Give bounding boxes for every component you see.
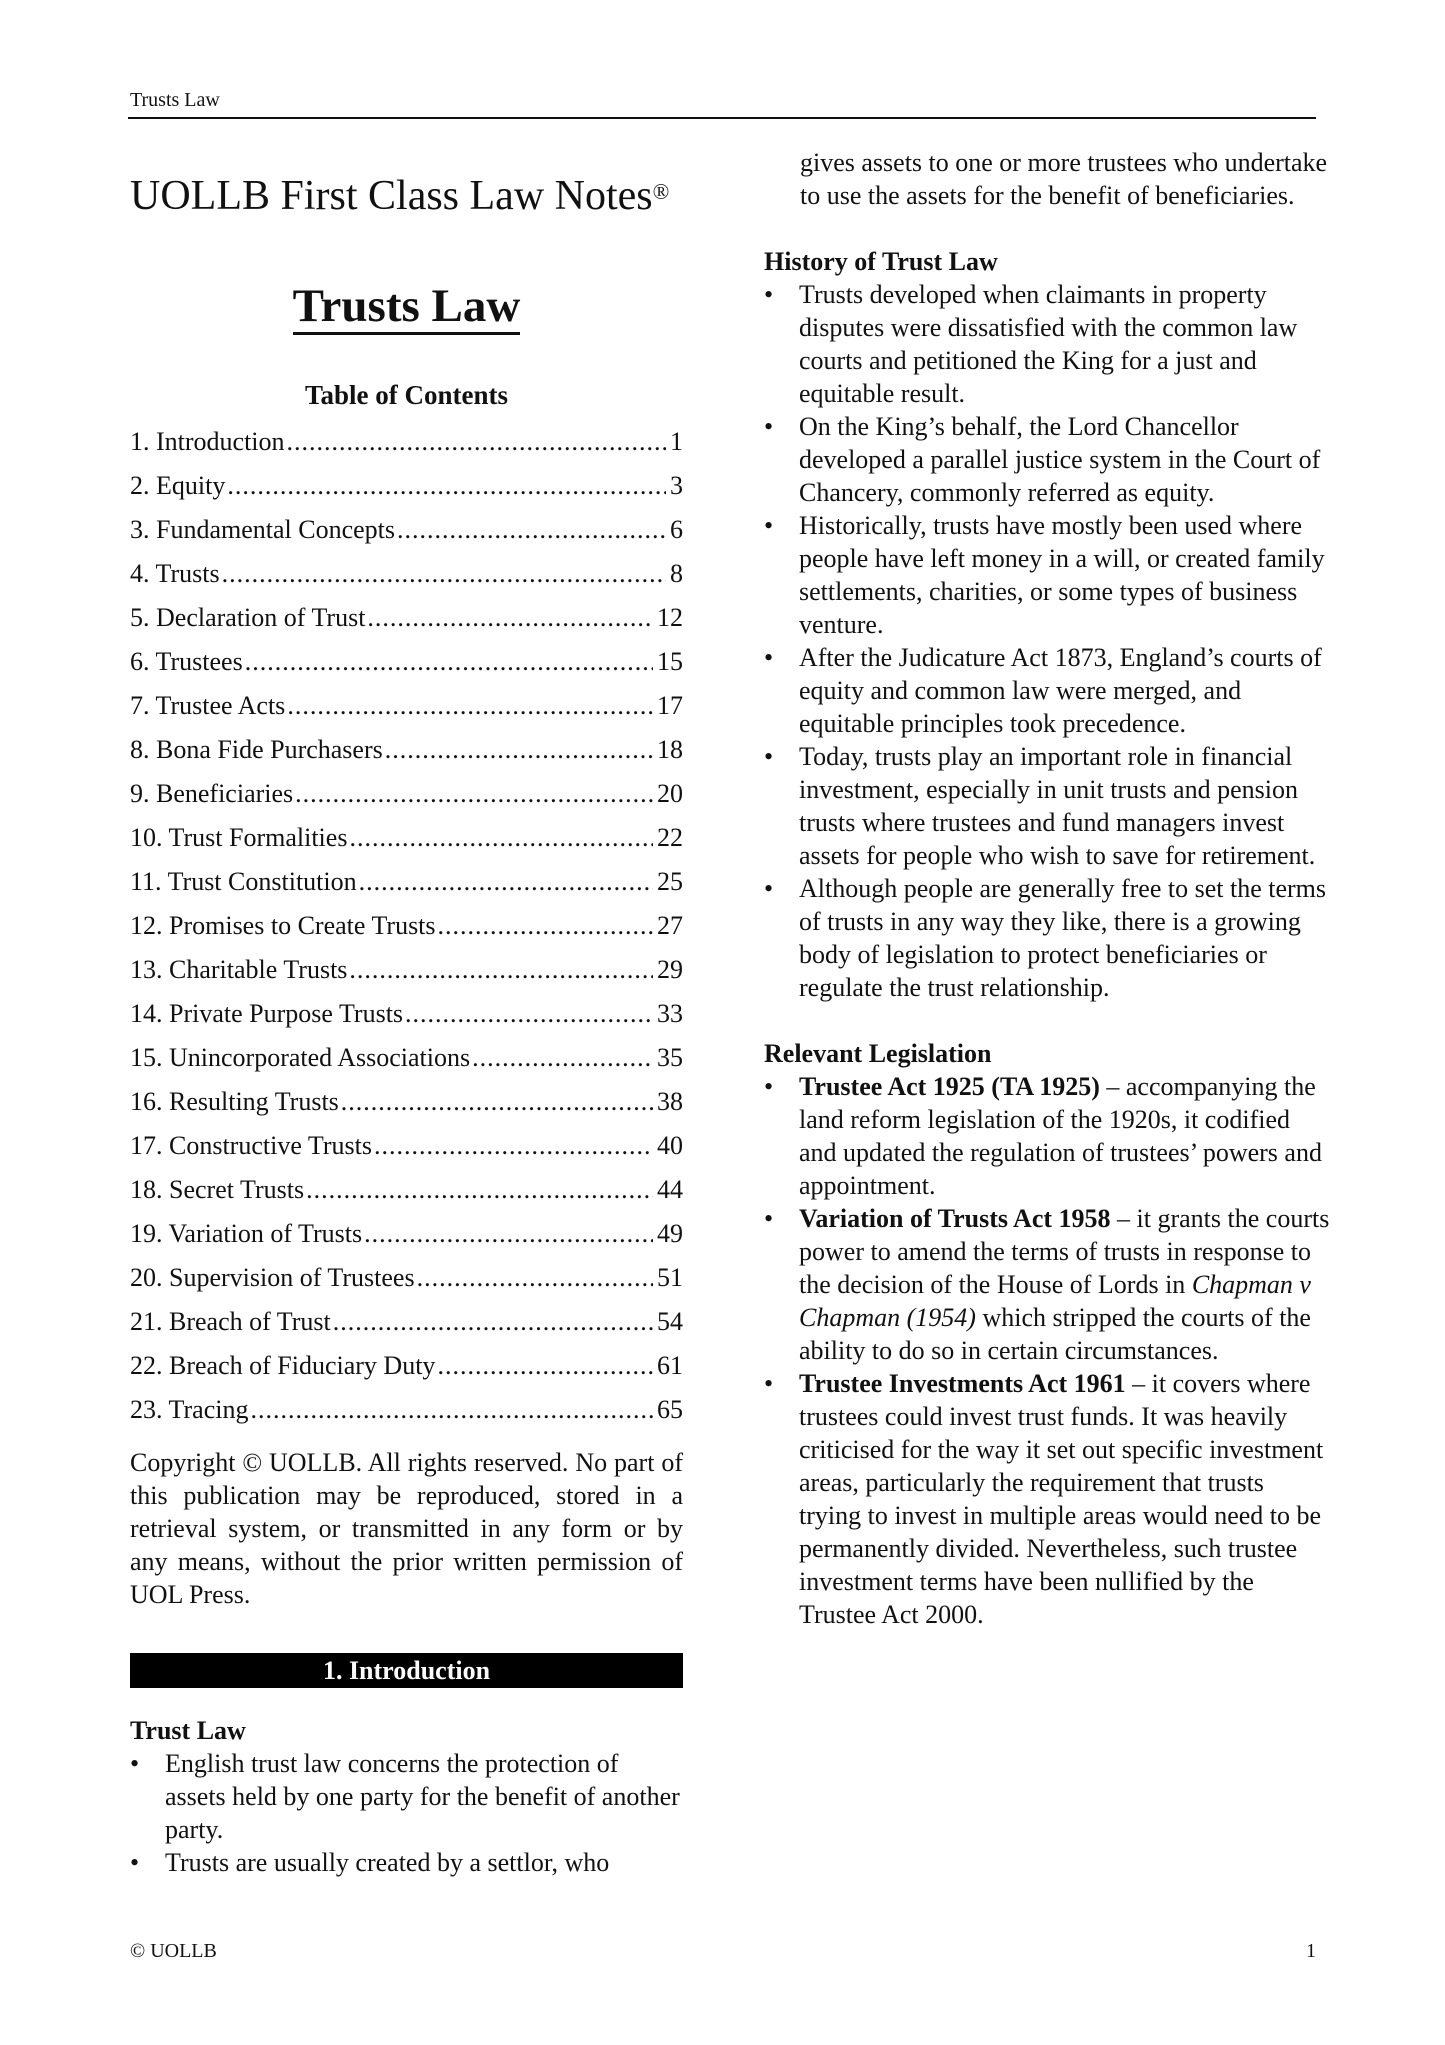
- toc-entry-label[interactable]: 14. Private Purpose Trusts: [130, 999, 404, 1028]
- toc-entry-page[interactable]: 25: [657, 867, 683, 896]
- registered-mark: ®: [652, 179, 670, 204]
- toc-entry[interactable]: [130, 640, 683, 684]
- toc-entry-label[interactable]: 7. Trustee Acts: [130, 691, 286, 720]
- subheading-trust-law: Trust Law: [130, 1716, 246, 1745]
- toc-entry-label[interactable]: 4. Trusts: [130, 559, 220, 588]
- toc-leader: [437, 1344, 653, 1388]
- header-rule: [128, 117, 1316, 119]
- toc-entry-page[interactable]: 3: [670, 471, 683, 500]
- toc-entry-label[interactable]: 23. Tracing: [130, 1395, 249, 1424]
- toc-entry-page[interactable]: 49: [657, 1219, 683, 1248]
- toc-heading: Table of Contents: [304, 380, 509, 410]
- toc-leader: [227, 464, 666, 508]
- toc-leader: [287, 684, 653, 728]
- toc-entry-page[interactable]: 1: [670, 427, 683, 456]
- toc-leader: [341, 1080, 653, 1124]
- bullet-icon: •: [764, 874, 774, 903]
- trust-law-bullets: [130, 1747, 683, 1879]
- list-item: [764, 410, 1330, 509]
- toc-entry-label[interactable]: 1. Introduction: [130, 427, 285, 456]
- list-item: [764, 278, 1330, 410]
- toc-entry-page[interactable]: 51: [657, 1263, 683, 1292]
- left-column: [130, 160, 683, 1879]
- list-item: [764, 872, 1330, 1004]
- toc-leader: [438, 904, 653, 948]
- case-citation: Chapman v Chapman (1954): [799, 1270, 1311, 1332]
- toc-entry-page[interactable]: 40: [657, 1131, 683, 1160]
- toc-entry-page[interactable]: 54: [657, 1307, 683, 1336]
- toc-entry-page[interactable]: 33: [657, 999, 683, 1028]
- toc-entry-page[interactable]: 6: [670, 515, 683, 544]
- toc-entry[interactable]: [130, 1124, 683, 1168]
- toc-leader: [385, 728, 653, 772]
- toc-entry-page[interactable]: 20: [657, 779, 683, 808]
- toc-leader: [245, 640, 653, 684]
- list-item: [764, 740, 1330, 872]
- toc-entry[interactable]: [130, 1212, 683, 1256]
- toc-leader: [287, 420, 666, 464]
- toc-entry-page[interactable]: 12: [657, 603, 683, 632]
- toc-entry-label[interactable]: 12. Promises to Create Trusts: [130, 911, 436, 940]
- toc-entry[interactable]: [130, 420, 683, 464]
- toc-entry-page[interactable]: 38: [657, 1087, 683, 1116]
- list-item-text: Historically, trusts have mostly been used where people have left money in a will, or created family settlements, charities, or some types of business venture.: [799, 511, 1325, 639]
- toc-entry-label[interactable]: 11. Trust Constitution: [130, 867, 357, 896]
- toc-entry-label[interactable]: 9. Beneficiaries: [130, 779, 294, 808]
- spacer: [130, 1688, 683, 1714]
- toc-entry[interactable]: [130, 1300, 683, 1344]
- bullet-icon: •: [130, 1848, 140, 1877]
- toc-leader: [306, 1168, 653, 1212]
- toc-entry-label[interactable]: 18. Secret Trusts: [130, 1175, 305, 1204]
- toc-entry-page[interactable]: 8: [670, 559, 683, 588]
- toc-entry[interactable]: [130, 1168, 683, 1212]
- list-item: [130, 1747, 683, 1846]
- act-name: Trustee Investments Act 1961: [799, 1369, 1126, 1398]
- section-heading-bar: 1. Introduction: [130, 1653, 683, 1688]
- list-item: [130, 1846, 683, 1879]
- toc-entry-label[interactable]: 3. Fundamental Concepts: [130, 515, 396, 544]
- toc-entry-page[interactable]: 18: [657, 735, 683, 764]
- toc-entry[interactable]: [130, 1036, 683, 1080]
- toc-entry[interactable]: [130, 772, 683, 816]
- subheading-history: History of Trust Law: [764, 247, 998, 276]
- list-item-text: – it covers where trustees could invest trust funds. It was heavily criticised for the way it set out specific investment areas, particularly the requirement that trusts trying to invest in multiple areas would need to be permanently divided. Nevertheless, such trustee investment terms have been nullified by the Trustee Act 2000.: [799, 1369, 1324, 1629]
- toc-entry-page[interactable]: 44: [657, 1175, 683, 1204]
- toc-entry[interactable]: [130, 464, 683, 508]
- legislation-bullets: [764, 1070, 1330, 1631]
- list-item-text: Trusts developed when claimants in property disputes were dissatisfied with the common law courts and petitioned the King for a just and equitable result.: [799, 280, 1298, 408]
- toc-leader: [367, 596, 653, 640]
- bullet-icon: •: [764, 1072, 774, 1101]
- toc-leader: [349, 816, 653, 860]
- toc-entry[interactable]: [130, 728, 683, 772]
- toc-entry-label[interactable]: 10. Trust Formalities: [130, 823, 348, 852]
- toc-entry[interactable]: [130, 552, 683, 596]
- bullet-icon: •: [764, 280, 774, 309]
- toc-leader: [333, 1300, 653, 1344]
- toc-entry-page[interactable]: 17: [657, 691, 683, 720]
- bullet-icon: •: [764, 1369, 774, 1398]
- toc-leader: [374, 1124, 653, 1168]
- list-item-text: Today, trusts play an important role in financial investment, especially in unit trusts and pension trusts where trustees and fund managers invest assets for people who wish to save for retirement.: [799, 742, 1316, 870]
- toc-entry-page[interactable]: 61: [657, 1351, 683, 1380]
- right-column: [764, 146, 1330, 1631]
- toc-entry[interactable]: [130, 1344, 683, 1388]
- list-item-text: Although people are generally free to set the terms of trusts in any way they like, there is a growing body of legislation to protect beneficiaries or regulate the trust relationship.: [799, 874, 1327, 1002]
- toc-leader: [472, 1036, 653, 1080]
- toc-entry-label[interactable]: 21. Breach of Trust: [130, 1307, 331, 1336]
- toc-leader: [405, 992, 653, 1036]
- toc-entry[interactable]: [130, 1388, 683, 1432]
- running-header: Trusts Law: [130, 89, 220, 111]
- document-title: [130, 168, 683, 224]
- toc-entry-label[interactable]: 15. Unincorporated Associations: [130, 1043, 471, 1072]
- toc-leader: [359, 860, 653, 904]
- toc-entry-label[interactable]: 8. Bona Fide Purchasers: [130, 735, 383, 764]
- toc-entry[interactable]: [130, 508, 683, 552]
- spacer: [770, 1004, 1330, 1037]
- list-item: [764, 1070, 1330, 1202]
- list-item-text: – accompanying the land reform legislation of the 1920s, it codified and updated the regulation of trustees’ powers and appointment.: [799, 1072, 1322, 1200]
- toc-entry-page[interactable]: 29: [657, 955, 683, 984]
- bullet-icon: •: [764, 1204, 774, 1233]
- list-item-text: Trusts are usually created by a settlor, who: [165, 1848, 610, 1877]
- toc-entry[interactable]: [130, 596, 683, 640]
- toc-leader: [250, 1388, 653, 1432]
- list-item: [764, 1202, 1330, 1367]
- list-item: [764, 641, 1330, 740]
- toc-entry-label[interactable]: 6. Trustees: [130, 647, 243, 676]
- list-item-text: – it grants the courts power to amend the terms of trusts in response to the decision of the House of Lords in: [799, 1204, 1330, 1299]
- document-title-text: UOLLB First Class Law Notes: [130, 173, 653, 219]
- bullet-icon: •: [764, 643, 774, 672]
- footer-copyright: © UOLLB: [130, 1940, 217, 1962]
- bullet-icon: •: [764, 511, 774, 540]
- subheading-legislation: Relevant Legislation: [764, 1039, 992, 1068]
- toc-entry-label[interactable]: 13. Charitable Trusts: [130, 955, 348, 984]
- toc-entry-label[interactable]: 19. Variation of Trusts: [130, 1219, 363, 1248]
- bullet-icon: •: [764, 742, 774, 771]
- table-of-contents: [130, 420, 683, 1432]
- list-item: [764, 1367, 1330, 1631]
- list-item-text: After the Judicature Act 1873, England’s courts of equity and common law were merged, and equitable principles took precedence.: [799, 643, 1322, 738]
- spacer: [770, 212, 1330, 245]
- toc-entry-label[interactable]: 20. Supervision of Trustees: [130, 1263, 415, 1292]
- toc-entry-label[interactable]: 22. Breach of Fiduciary Duty: [130, 1351, 436, 1380]
- act-name: Trustee Act 1925 (TA 1925): [799, 1072, 1100, 1101]
- toc-leader: [295, 772, 653, 816]
- toc-entry[interactable]: [130, 1256, 683, 1300]
- list-item-text: On the King’s behalf, the Lord Chancellor developed a parallel justice system in the Court of Chancery, commonly referred as equity.: [799, 412, 1321, 507]
- toc-entry[interactable]: [130, 684, 683, 728]
- act-name: Variation of Trusts Act 1958: [799, 1204, 1111, 1233]
- toc-leader: [417, 1256, 653, 1300]
- toc-entry[interactable]: [130, 816, 683, 860]
- toc-entry-page[interactable]: 22: [657, 823, 683, 852]
- toc-entry-page[interactable]: 15: [657, 647, 683, 676]
- toc-entry-page[interactable]: 27: [657, 911, 683, 940]
- toc-leader: [397, 508, 666, 552]
- list-item-text: English trust law concerns the protection of assets held by one party for the benefit of another party.: [165, 1749, 680, 1844]
- list-item: [764, 509, 1330, 641]
- toc-entry-label[interactable]: 5. Declaration of Trust: [130, 603, 366, 632]
- toc-entry[interactable]: [130, 948, 683, 992]
- toc-entry-label[interactable]: 2. Equity: [130, 471, 226, 500]
- toc-entry-label[interactable]: 17. Constructive Trusts: [130, 1131, 372, 1160]
- toc-leader: [222, 552, 666, 596]
- toc-leader: [349, 948, 653, 992]
- copyright-notice: Copyright © UOLLB. All rights reserved. No part of this publication may be reproduced, stored in a retrieval system, or transmitted in any form or by any means, without the prior written permission of UOL Press.: [130, 1448, 683, 1609]
- bullet-icon: •: [130, 1749, 140, 1778]
- toc-entry-label[interactable]: 16. Resulting Trusts: [130, 1087, 339, 1116]
- toc-entry-page[interactable]: 35: [657, 1043, 683, 1072]
- subject-title: [130, 276, 683, 336]
- toc-entry[interactable]: [130, 992, 683, 1036]
- toc-entry[interactable]: [130, 860, 683, 904]
- page-number: 1: [1306, 1940, 1316, 1962]
- toc-entry-page[interactable]: 65: [657, 1395, 683, 1424]
- toc-entry[interactable]: [130, 904, 683, 948]
- list-item-text: which stripped the courts of the ability to do so in certain circumstances.: [799, 1303, 1311, 1365]
- bullet-icon: •: [764, 412, 774, 441]
- history-bullets: [764, 278, 1330, 1004]
- toc-leader: [364, 1212, 653, 1256]
- subject-title-text: Trusts Law: [293, 280, 521, 335]
- bullet-continuation: gives assets to one or more trustees who undertake to use the assets for the benefit of beneficiaries.: [800, 148, 1328, 210]
- toc-entry[interactable]: [130, 1080, 683, 1124]
